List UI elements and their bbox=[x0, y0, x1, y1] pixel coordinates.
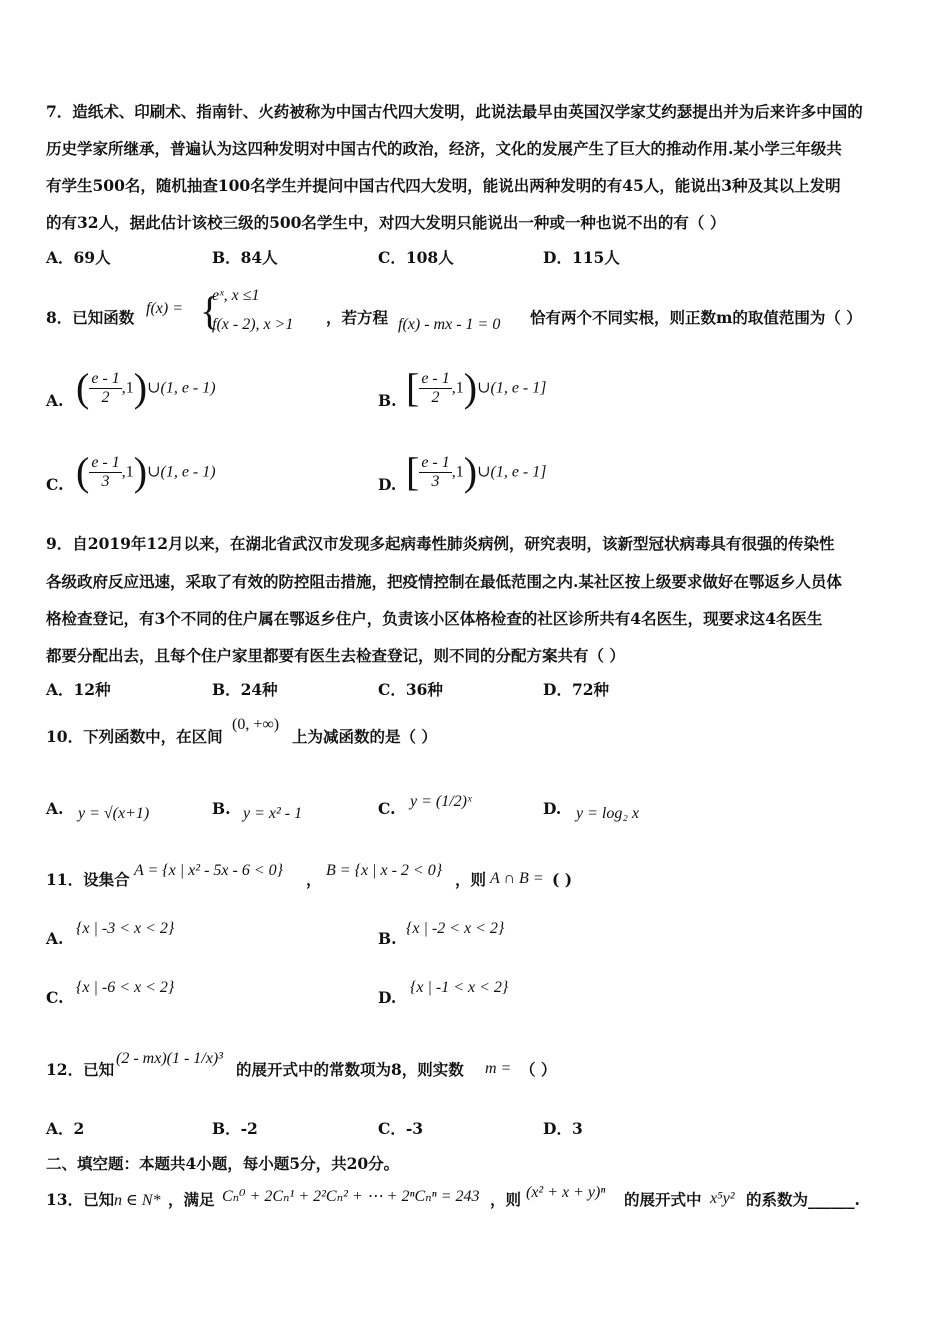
q13-prefix: 13．已知 bbox=[46, 1190, 115, 1209]
q8-option-b-label: B. bbox=[378, 391, 397, 410]
q8-b-num: e - 1 bbox=[421, 369, 450, 387]
q10-option-a-label: A. bbox=[46, 799, 64, 818]
q8-option-a-label: A. bbox=[46, 391, 64, 410]
q8-d-tail: ,1 bbox=[451, 463, 464, 481]
q11-option-a-label: A. bbox=[46, 929, 64, 948]
q8-c-tail: ,1 bbox=[121, 463, 134, 481]
q8-b-den: 2 bbox=[431, 388, 440, 406]
q10-option-b-label: B. bbox=[212, 799, 231, 818]
q9-line-3: 格检查登记，有3个不同的住户属在鄂返乡住户，负责该小区体格检查的社区诊所共有4名医生，现要求这4名医生 bbox=[46, 609, 823, 628]
q8-a-num: e - 1 bbox=[91, 369, 120, 387]
q8-c-den: 3 bbox=[101, 472, 110, 490]
q12-prefix: 12．已知 bbox=[46, 1060, 115, 1079]
q11-suffix: ( ) bbox=[552, 870, 573, 889]
q10-suffix: 上为减函数的是（ ） bbox=[292, 727, 437, 746]
q12-option-b: B．-2 bbox=[212, 1119, 258, 1138]
q8-mid: ，若方程 bbox=[326, 308, 389, 327]
q10-option-d-label: D. bbox=[543, 799, 562, 818]
q7-option-b: B．84人 bbox=[212, 248, 278, 267]
q8-option-a: ( $\frac{e - 1}{2}$ ,1)∪(1, e - 1) bbox=[76, 365, 216, 410]
q12-option-c: C．-3 bbox=[378, 1119, 424, 1138]
q8-d-num: e - 1 bbox=[421, 453, 450, 471]
q8-case-2: f(x - 2), x >1 bbox=[212, 316, 294, 333]
q8-func-name: f(x) = bbox=[146, 300, 183, 317]
q13-sum: Cₙ⁰ + 2Cₙ¹ + 2²Cₙ² + ⋯ + 2ⁿCₙⁿ = 243 bbox=[222, 1188, 480, 1205]
q8-brace: { bbox=[200, 288, 220, 333]
q8-a-right: ∪(1, e - 1) bbox=[147, 379, 216, 397]
q13-mid-2: ，则 bbox=[490, 1190, 522, 1209]
q10-option-a: y = √(x+1) bbox=[78, 805, 150, 822]
q13-poly: (x² + x + y)ⁿ bbox=[526, 1184, 606, 1201]
q12-option-a: A．2 bbox=[46, 1119, 85, 1138]
q11-mid: ，则 bbox=[455, 870, 487, 889]
q9-option-d: D．72种 bbox=[543, 680, 610, 699]
q13-mid: ，满足 bbox=[168, 1190, 215, 1209]
q10-option-d: y = log₂ x bbox=[576, 805, 640, 822]
section-2-heading: 二、填空题：本题共4小题，每小题5分，共20分。 bbox=[46, 1154, 400, 1173]
q12-tail: （ ） bbox=[520, 1060, 557, 1079]
q9-line-2: 各级政府反应迅速，采取了有效的防控阻击措施，把疫情控制在最低范围之内.某社区按上级要求做好在鄂返乡人员体 bbox=[46, 572, 842, 591]
q8-b-tail: ,1 bbox=[451, 379, 464, 397]
q7-option-a: A．69人 bbox=[46, 248, 111, 267]
q10-option-c-label: C. bbox=[378, 799, 396, 818]
q11-prefix: 11．设集合 bbox=[46, 870, 130, 889]
q11-option-b-label: B. bbox=[378, 929, 397, 948]
q11-option-a: {x | -3 < x < 2} bbox=[76, 920, 175, 937]
q12-option-d: D．3 bbox=[543, 1119, 583, 1138]
q8-option-c: ( $\frac{e - 1}{3}$ ,1)∪(1, e - 1) bbox=[76, 449, 216, 494]
q8-option-d-label: D. bbox=[378, 475, 397, 494]
q9-line-1: 9．自2019年12月以来，在湖北省武汉市发现多起病毒性肺炎病例，研究表明，该新型冠状病毒具有很强的传染性 bbox=[46, 534, 835, 553]
q8-a-den: 2 bbox=[101, 388, 110, 406]
q11-comma: ， bbox=[306, 870, 322, 889]
q11-option-d: {x | -1 < x < 2} bbox=[410, 979, 509, 996]
q13-suffix: 的系数为______. bbox=[746, 1190, 860, 1209]
q8-b-right: ∪(1, e - 1] bbox=[477, 379, 547, 397]
q11-option-c: {x | -6 < x < 2} bbox=[76, 979, 175, 996]
q8-equation: f(x) - mx - 1 = 0 bbox=[398, 316, 501, 333]
q8-prefix: 8．已知函数 bbox=[46, 308, 135, 327]
q12-suffix: 的展开式中的常数项为8，则实数 bbox=[236, 1060, 464, 1079]
q8-c-num: e - 1 bbox=[91, 453, 120, 471]
q8-suffix: 恰有两个不同实根，则正数m的取值范围为（ ） bbox=[530, 308, 862, 327]
q11-option-d-label: D. bbox=[378, 988, 397, 1007]
q13-condition: n ∈ N* bbox=[114, 1192, 161, 1209]
q8-d-den: 3 bbox=[431, 472, 440, 490]
q8-a-tail: ,1 bbox=[121, 379, 134, 397]
q7-line-2: 历史学家所继承，普遍认为这四种发明对中国古代的政治，经济，文化的发展产生了巨大的推动作用.某小学三年级共 bbox=[46, 139, 842, 158]
q9-option-a: A．12种 bbox=[46, 680, 111, 699]
q13-mid-3: 的展开式中 bbox=[624, 1190, 702, 1209]
q8-option-c-label: C. bbox=[46, 475, 64, 494]
q12-var: m = bbox=[485, 1060, 512, 1077]
q7-line-1: 7．造纸术、印刷术、指南针、火药被称为中国古代四大发明，此说法最早由英国汉学家艾约瑟提出并为后来许多中国的 bbox=[46, 102, 863, 121]
q11-option-b: {x | -2 < x < 2} bbox=[406, 920, 505, 937]
q9-line-4: 都要分配出去，且每个住户家里都要有医生去检查登记，则不同的分配方案共有（ ） bbox=[46, 646, 625, 665]
q10-interval: (0, +∞) bbox=[232, 716, 280, 733]
q9-option-b: B．24种 bbox=[212, 680, 278, 699]
q11-set-a: A = {x | x² - 5x - 6 < 0} bbox=[134, 862, 284, 879]
q11-option-c-label: C. bbox=[46, 988, 64, 1007]
q13-term: x⁵y² bbox=[710, 1190, 735, 1207]
q7-line-3: 有学生500名，随机抽查100名学生并提问中国古代四大发明，能说出两种发明的有45人，能说出3种及其以上发明 bbox=[46, 176, 841, 195]
q8-c-right: ∪(1, e - 1) bbox=[147, 463, 216, 481]
q7-option-d: D．115人 bbox=[543, 248, 620, 267]
q10-option-b: y = x² - 1 bbox=[243, 805, 303, 822]
q11-expr: A ∩ B = bbox=[490, 870, 544, 887]
q8-option-b: [ $\frac{e - 1}{2}$ ,1)∪(1, e - 1] bbox=[406, 365, 547, 410]
q10-option-c: y = (1/2)ˣ bbox=[410, 793, 472, 810]
q10-prefix: 10．下列函数中，在区间 bbox=[46, 727, 223, 746]
q11-set-b: B = {x | x - 2 < 0} bbox=[326, 862, 443, 879]
q7-option-c: C．108人 bbox=[378, 248, 454, 267]
q7-line-4: 的有32人，据此估计该校三级的500名学生中，对四大发明只能说出一种或一种也说不出的有（ ） bbox=[46, 213, 726, 232]
q8-case-1: eˣ, x ≤1 bbox=[212, 287, 260, 304]
q12-expr: (2 - mx)(1 - 1/x)³ bbox=[116, 1050, 223, 1067]
q8-option-d: [ $\frac{e - 1}{3}$ ,1)∪(1, e - 1] bbox=[406, 449, 547, 494]
q9-option-c: C．36种 bbox=[378, 680, 443, 699]
q8-d-right: ∪(1, e - 1] bbox=[477, 463, 547, 481]
